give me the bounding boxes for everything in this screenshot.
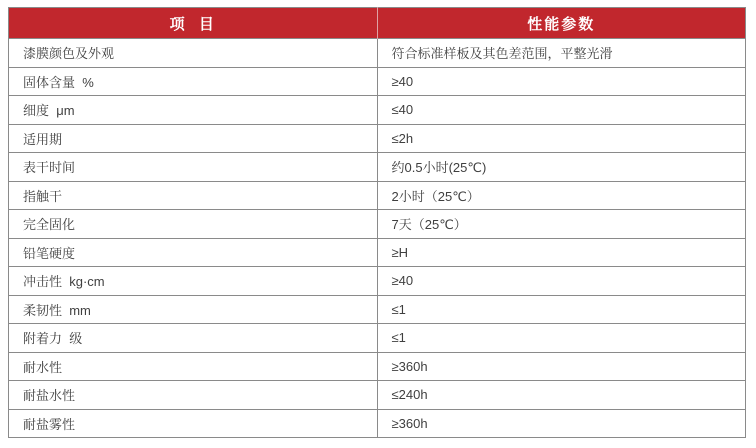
table-row xyxy=(9,267,746,296)
value-cell: ≤1 xyxy=(377,295,746,324)
value-cell: ≤1 xyxy=(377,324,746,353)
table-row xyxy=(9,39,746,68)
item-cell: 表干时间 xyxy=(9,153,378,182)
table-row xyxy=(9,324,746,353)
item-cell: 铅笔硬度 xyxy=(9,238,378,267)
item-cell: 耐盐水性 xyxy=(9,381,378,410)
table-row xyxy=(9,381,746,410)
table-header xyxy=(9,8,746,39)
table-row xyxy=(9,181,746,210)
value-cell: 2小时（25℃） xyxy=(377,181,746,210)
table-row xyxy=(9,124,746,153)
table-row xyxy=(9,96,746,125)
table-body xyxy=(9,39,746,438)
table-row xyxy=(9,409,746,438)
value-cell: 符合标准样板及其色差范围，平整光滑 xyxy=(377,39,746,68)
table-row xyxy=(9,238,746,267)
item-cell: 柔韧性 mm xyxy=(9,295,378,324)
value-cell: ≥360h xyxy=(377,409,746,438)
value-cell: ≤2h xyxy=(377,124,746,153)
header-row xyxy=(9,8,746,39)
table-row xyxy=(9,352,746,381)
table-row xyxy=(9,67,746,96)
table-row xyxy=(9,210,746,239)
value-cell: ≥40 xyxy=(377,67,746,96)
table-row xyxy=(9,153,746,182)
item-cell: 固体含量 % xyxy=(9,67,378,96)
value-cell: ≤240h xyxy=(377,381,746,410)
item-cell: 完全固化 xyxy=(9,210,378,239)
item-cell: 附着力 级 xyxy=(9,324,378,353)
item-cell: 漆膜颜色及外观 xyxy=(9,39,378,68)
item-cell: 耐盐雾性 xyxy=(9,409,378,438)
table-row xyxy=(9,295,746,324)
value-cell: ≥360h xyxy=(377,352,746,381)
value-cell: ≤40 xyxy=(377,96,746,125)
spec-table xyxy=(8,7,746,438)
item-cell: 耐水性 xyxy=(9,352,378,381)
value-cell: 7天（25℃） xyxy=(377,210,746,239)
value-cell: 约0.5小时(25℃) xyxy=(377,153,746,182)
header-params-column: 性能参数 xyxy=(377,8,746,39)
value-cell: ≥H xyxy=(377,238,746,267)
header-item-column: 项 目 xyxy=(9,8,378,39)
item-cell: 细度 μm xyxy=(9,96,378,125)
item-cell: 指触干 xyxy=(9,181,378,210)
item-cell: 冲击性 kg·cm xyxy=(9,267,378,296)
item-cell: 适用期 xyxy=(9,124,378,153)
value-cell: ≥40 xyxy=(377,267,746,296)
